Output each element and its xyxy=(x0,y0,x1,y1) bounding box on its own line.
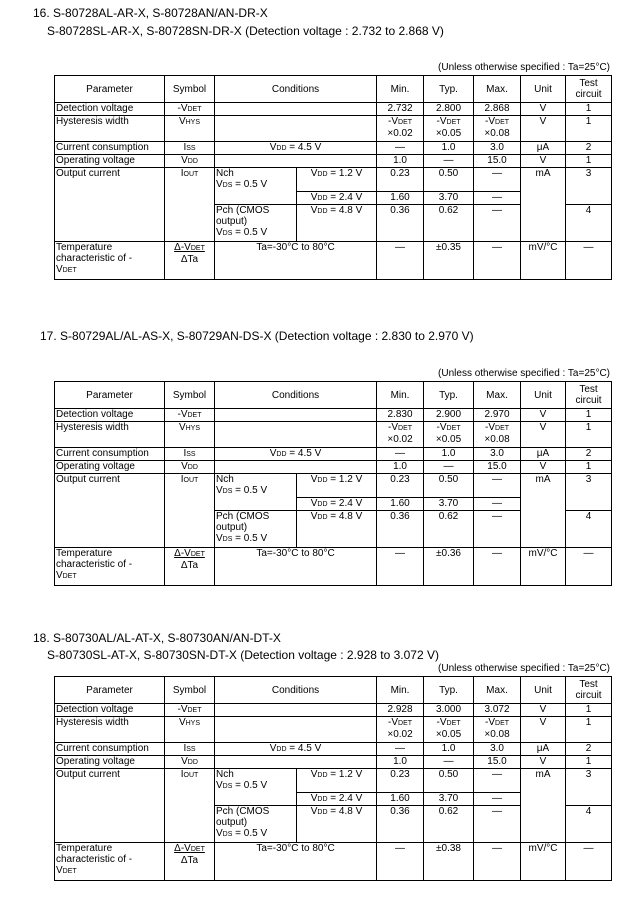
symbol-detection: -VDET xyxy=(165,409,215,422)
cond-temperature: Ta=-30°C to 80°C xyxy=(215,548,377,586)
header-unit: Unit xyxy=(521,382,566,409)
table-header-row xyxy=(55,677,612,704)
operating-circuit: 1 xyxy=(566,756,612,769)
temperature-max: — xyxy=(474,242,521,280)
detection-min: 2.928 xyxy=(377,704,424,717)
table-row-hysteresis xyxy=(55,717,612,743)
output-r2-min: 1.60 xyxy=(377,498,424,511)
section-title: 16. S-80728AL-AR-X, S-80728AN/AN-DR-X xyxy=(33,6,268,20)
current-unit: μA xyxy=(521,142,566,155)
electrical-characteristics-table xyxy=(54,75,612,280)
current-unit: μA xyxy=(521,743,566,756)
current-min: — xyxy=(377,142,424,155)
current-circuit: 2 xyxy=(566,142,612,155)
temperature-min: — xyxy=(377,843,424,881)
detection-unit: V xyxy=(521,704,566,717)
spec-note: (Unless otherwise specified : Ta=25°C) xyxy=(438,663,610,674)
symbol-detection: -VDET xyxy=(165,704,215,717)
detection-typ: 3.000 xyxy=(424,704,474,717)
table-row-detection xyxy=(55,409,612,422)
table-row-detection xyxy=(55,103,612,116)
param-detection: Detection voltage xyxy=(55,409,165,422)
table-row-detection xyxy=(55,704,612,717)
table-row-current xyxy=(55,448,612,461)
cond-hysteresis xyxy=(215,717,377,743)
operating-min: 1.0 xyxy=(377,461,424,474)
operating-typ: — xyxy=(424,756,474,769)
temperature-max: — xyxy=(474,843,521,881)
output-unit: mA xyxy=(521,168,566,242)
section-title: 18. S-80730AL/AL-AT-X, S-80730AN/AN-DT-X xyxy=(33,631,281,645)
table-row-temperature xyxy=(55,843,612,881)
table-row-output-1 xyxy=(55,474,612,498)
spec-note: (Unless otherwise specified : Ta=25°C) xyxy=(438,62,610,73)
hysteresis-max: -VDET ×0.08 xyxy=(474,116,521,142)
hysteresis-unit: V xyxy=(521,717,566,743)
header-parameter: Parameter xyxy=(55,677,165,704)
param-output: Output current xyxy=(55,474,165,548)
temperature-typ: ±0.35 xyxy=(424,242,474,280)
symbol-temperature: $\frac{\text{Δ-VDET}}{\text{ΔTa}}$ xyxy=(165,548,215,586)
table-row-temperature xyxy=(55,242,612,280)
cond-detection xyxy=(215,409,377,422)
output-r2-min: 1.60 xyxy=(377,793,424,806)
output-r1-min: 0.23 xyxy=(377,168,424,192)
param-temperature: Temperature characteristic of - VDET xyxy=(55,548,165,586)
section-title: 17. S-80729AL/AL-AS-X, S-80729AN-DS-X (Detection voltage : 2.830 to 2.970 V) xyxy=(40,329,474,343)
param-current: Current consumption xyxy=(55,142,165,155)
output-r1-max: — xyxy=(474,474,521,498)
param-temperature: Temperature characteristic of - VDET xyxy=(55,242,165,280)
cond-pch: Pch (CMOS output) VDS = 0.5 V xyxy=(215,511,297,548)
output-r3-typ: 0.62 xyxy=(424,806,474,843)
current-min: — xyxy=(377,448,424,461)
symbol-output: IOUT xyxy=(165,474,215,548)
header-min: Min. xyxy=(377,382,424,409)
temperature-typ: ±0.38 xyxy=(424,843,474,881)
param-hysteresis: Hysteresis width xyxy=(55,717,165,743)
operating-min: 1.0 xyxy=(377,155,424,168)
output-r3-typ: 0.62 xyxy=(424,511,474,548)
detection-typ: 2.900 xyxy=(424,409,474,422)
cond-vdd-1: VDD = 1.2 V xyxy=(297,474,377,498)
output-r1-typ: 0.50 xyxy=(424,474,474,498)
section-subtitle: S-80730SL-AT-X, S-80730SN-DT-X (Detection voltage : 2.928 to 3.072 V) xyxy=(47,648,439,662)
header-test-circuit: Test circuit xyxy=(566,677,612,704)
header-typ: Typ. xyxy=(424,76,474,103)
temperature-unit: mV/°C xyxy=(521,242,566,280)
symbol-detection: -VDET xyxy=(165,103,215,116)
detection-unit: V xyxy=(521,103,566,116)
temperature-circuit: — xyxy=(566,242,612,280)
operating-circuit: 1 xyxy=(566,155,612,168)
temperature-max: — xyxy=(474,548,521,586)
temperature-typ: ±0.36 xyxy=(424,548,474,586)
header-symbol: Symbol xyxy=(165,76,215,103)
cond-nch: Nch VDS = 0.5 V xyxy=(215,769,297,806)
hysteresis-typ: -VDET ×0.05 xyxy=(424,717,474,743)
param-current: Current consumption xyxy=(55,743,165,756)
output-circuit-1: 3 xyxy=(566,168,612,205)
symbol-current: ISS xyxy=(165,448,215,461)
operating-unit: V xyxy=(521,756,566,769)
symbol-output: IOUT xyxy=(165,769,215,843)
header-symbol: Symbol xyxy=(165,677,215,704)
detection-circuit: 1 xyxy=(566,409,612,422)
cond-temperature: Ta=-30°C to 80°C xyxy=(215,242,377,280)
cond-current: VDD = 4.5 V xyxy=(215,743,377,756)
output-r3-max: — xyxy=(474,205,521,242)
temperature-unit: mV/°C xyxy=(521,843,566,881)
symbol-operating: VDD xyxy=(165,461,215,474)
output-r1-max: — xyxy=(474,168,521,192)
hysteresis-circuit: 1 xyxy=(566,717,612,743)
param-operating: Operating voltage xyxy=(55,155,165,168)
cond-current: VDD = 4.5 V xyxy=(215,448,377,461)
current-circuit: 2 xyxy=(566,743,612,756)
header-max: Max. xyxy=(474,76,521,103)
output-r3-min: 0.36 xyxy=(377,205,424,242)
symbol-hysteresis: VHYS xyxy=(165,717,215,743)
temperature-circuit: — xyxy=(566,843,612,881)
hysteresis-unit: V xyxy=(521,422,566,448)
output-r2-min: 1.60 xyxy=(377,192,424,205)
param-current: Current consumption xyxy=(55,448,165,461)
output-r3-max: — xyxy=(474,511,521,548)
param-detection: Detection voltage xyxy=(55,704,165,717)
output-circuit-2: 4 xyxy=(566,205,612,242)
temperature-circuit: — xyxy=(566,548,612,586)
header-conditions: Conditions xyxy=(215,76,377,103)
param-detection: Detection voltage xyxy=(55,103,165,116)
detection-min: 2.830 xyxy=(377,409,424,422)
current-max: 3.0 xyxy=(474,448,521,461)
current-max: 3.0 xyxy=(474,142,521,155)
cond-vdd-1: VDD = 1.2 V xyxy=(297,168,377,192)
current-circuit: 2 xyxy=(566,448,612,461)
symbol-current: ISS xyxy=(165,743,215,756)
symbol-hysteresis: VHYS xyxy=(165,116,215,142)
table-row-operating xyxy=(55,461,612,474)
operating-max: 15.0 xyxy=(474,155,521,168)
header-conditions: Conditions xyxy=(215,677,377,704)
current-typ: 1.0 xyxy=(424,142,474,155)
symbol-hysteresis: VHYS xyxy=(165,422,215,448)
cond-vdd-2: VDD = 2.4 V xyxy=(297,498,377,511)
cond-hysteresis xyxy=(215,422,377,448)
operating-min: 1.0 xyxy=(377,756,424,769)
table-row-operating xyxy=(55,155,612,168)
header-test-circuit: Test circuit xyxy=(566,382,612,409)
cond-nch: Nch VDS = 0.5 V xyxy=(215,474,297,511)
current-max: 3.0 xyxy=(474,743,521,756)
symbol-temperature: $\frac{\text{Δ-VDET}}{\text{ΔTa}}$ xyxy=(165,242,215,280)
operating-circuit: 1 xyxy=(566,461,612,474)
detection-unit: V xyxy=(521,409,566,422)
cond-temperature: Ta=-30°C to 80°C xyxy=(215,843,377,881)
header-max: Max. xyxy=(474,382,521,409)
param-operating: Operating voltage xyxy=(55,756,165,769)
electrical-characteristics-table xyxy=(54,676,612,881)
detection-max: 2.970 xyxy=(474,409,521,422)
cond-vdd-2: VDD = 2.4 V xyxy=(297,793,377,806)
detection-min: 2.732 xyxy=(377,103,424,116)
header-unit: Unit xyxy=(521,677,566,704)
cond-hysteresis xyxy=(215,116,377,142)
symbol-output: IOUT xyxy=(165,168,215,242)
operating-max: 15.0 xyxy=(474,756,521,769)
cond-pch: Pch (CMOS output) VDS = 0.5 V xyxy=(215,205,297,242)
output-r2-typ: 3.70 xyxy=(424,192,474,205)
hysteresis-min: -VDET ×0.02 xyxy=(377,116,424,142)
cond-current: VDD = 4.5 V xyxy=(215,142,377,155)
output-r3-min: 0.36 xyxy=(377,806,424,843)
param-hysteresis: Hysteresis width xyxy=(55,422,165,448)
temperature-min: — xyxy=(377,548,424,586)
hysteresis-unit: V xyxy=(521,116,566,142)
cond-nch: Nch VDS = 0.5 V xyxy=(215,168,297,205)
param-output: Output current xyxy=(55,769,165,843)
current-typ: 1.0 xyxy=(424,743,474,756)
table-header-row xyxy=(55,382,612,409)
output-r1-max: — xyxy=(474,769,521,793)
electrical-characteristics-table xyxy=(54,381,612,586)
operating-max: 15.0 xyxy=(474,461,521,474)
hysteresis-typ: -VDET ×0.05 xyxy=(424,422,474,448)
header-symbol: Symbol xyxy=(165,382,215,409)
header-conditions: Conditions xyxy=(215,382,377,409)
output-r3-typ: 0.62 xyxy=(424,205,474,242)
output-r2-typ: 3.70 xyxy=(424,498,474,511)
table-row-current xyxy=(55,743,612,756)
hysteresis-circuit: 1 xyxy=(566,422,612,448)
output-r1-typ: 0.50 xyxy=(424,769,474,793)
operating-unit: V xyxy=(521,461,566,474)
param-temperature: Temperature characteristic of - VDET xyxy=(55,843,165,881)
operating-typ: — xyxy=(424,461,474,474)
temperature-unit: mV/°C xyxy=(521,548,566,586)
detection-circuit: 1 xyxy=(566,704,612,717)
output-circuit-1: 3 xyxy=(566,769,612,806)
output-r1-min: 0.23 xyxy=(377,769,424,793)
symbol-operating: VDD xyxy=(165,756,215,769)
cond-vdd-1: VDD = 1.2 V xyxy=(297,769,377,793)
hysteresis-max: -VDET ×0.08 xyxy=(474,717,521,743)
symbol-operating: VDD xyxy=(165,155,215,168)
hysteresis-min: -VDET ×0.02 xyxy=(377,717,424,743)
table-row-temperature xyxy=(55,548,612,586)
header-min: Min. xyxy=(377,677,424,704)
current-typ: 1.0 xyxy=(424,448,474,461)
output-r3-min: 0.36 xyxy=(377,511,424,548)
spec-note: (Unless otherwise specified : Ta=25°C) xyxy=(438,368,610,379)
table-row-output-1 xyxy=(55,769,612,793)
output-circuit-1: 3 xyxy=(566,474,612,511)
table-row-hysteresis xyxy=(55,116,612,142)
detection-max: 3.072 xyxy=(474,704,521,717)
output-r1-min: 0.23 xyxy=(377,474,424,498)
current-min: — xyxy=(377,743,424,756)
param-operating: Operating voltage xyxy=(55,461,165,474)
symbol-temperature: $\frac{\text{Δ-VDET}}{\text{ΔTa}}$ xyxy=(165,843,215,881)
cond-vdd-3: VDD = 4.8 V xyxy=(297,806,377,843)
cond-detection xyxy=(215,103,377,116)
hysteresis-circuit: 1 xyxy=(566,116,612,142)
hysteresis-max: -VDET ×0.08 xyxy=(474,422,521,448)
output-r2-typ: 3.70 xyxy=(424,793,474,806)
header-max: Max. xyxy=(474,677,521,704)
header-unit: Unit xyxy=(521,76,566,103)
cond-pch: Pch (CMOS output) VDS = 0.5 V xyxy=(215,806,297,843)
detection-typ: 2.800 xyxy=(424,103,474,116)
table-row-current xyxy=(55,142,612,155)
param-output: Output current xyxy=(55,168,165,242)
cond-vdd-3: VDD = 4.8 V xyxy=(297,205,377,242)
table-row-hysteresis xyxy=(55,422,612,448)
detection-circuit: 1 xyxy=(566,103,612,116)
cond-operating xyxy=(215,756,377,769)
operating-typ: — xyxy=(424,155,474,168)
table-header-row xyxy=(55,76,612,103)
header-parameter: Parameter xyxy=(55,382,165,409)
output-circuit-2: 4 xyxy=(566,806,612,843)
hysteresis-min: -VDET ×0.02 xyxy=(377,422,424,448)
output-circuit-2: 4 xyxy=(566,511,612,548)
table-row-operating xyxy=(55,756,612,769)
header-test-circuit: Test circuit xyxy=(566,76,612,103)
cond-vdd-2: VDD = 2.4 V xyxy=(297,192,377,205)
operating-unit: V xyxy=(521,155,566,168)
current-unit: μA xyxy=(521,448,566,461)
hysteresis-typ: -VDET ×0.05 xyxy=(424,116,474,142)
symbol-current: ISS xyxy=(165,142,215,155)
header-min: Min. xyxy=(377,76,424,103)
param-hysteresis: Hysteresis width xyxy=(55,116,165,142)
header-typ: Typ. xyxy=(424,382,474,409)
detection-max: 2.868 xyxy=(474,103,521,116)
header-parameter: Parameter xyxy=(55,76,165,103)
output-unit: mA xyxy=(521,769,566,843)
section-subtitle: S-80728SL-AR-X, S-80728SN-DR-X (Detection voltage : 2.732 to 2.868 V) xyxy=(47,24,444,38)
cond-operating xyxy=(215,155,377,168)
output-r2-max: — xyxy=(474,793,521,806)
cond-operating xyxy=(215,461,377,474)
output-r1-typ: 0.50 xyxy=(424,168,474,192)
output-r2-max: — xyxy=(474,498,521,511)
output-r3-max: — xyxy=(474,806,521,843)
temperature-min: — xyxy=(377,242,424,280)
header-typ: Typ. xyxy=(424,677,474,704)
cond-detection xyxy=(215,704,377,717)
output-unit: mA xyxy=(521,474,566,548)
output-r2-max: — xyxy=(474,192,521,205)
cond-vdd-3: VDD = 4.8 V xyxy=(297,511,377,548)
table-row-output-1 xyxy=(55,168,612,192)
